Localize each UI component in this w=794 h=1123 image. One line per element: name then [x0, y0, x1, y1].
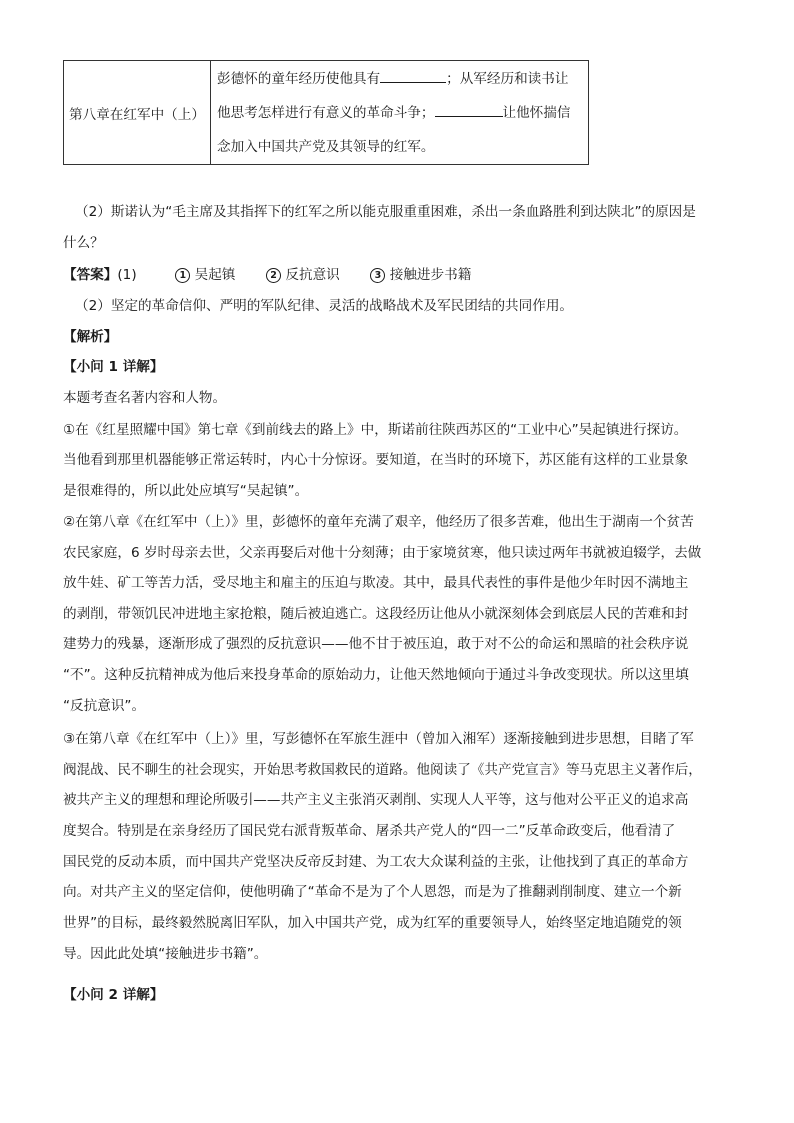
analysis-line: 阀混战、民不聊生的社会现实，开始思考救国救民的道路。他阅读了《共产党宣言》等马克思主义著作后， — [63, 762, 702, 778]
answer-item-1: 吴起镇 — [194, 267, 236, 283]
table-text: 彭德怀的童年经历使他具有 — [217, 70, 381, 87]
answer-line — [63, 266, 471, 284]
table-text: ；从军经历和读书让 — [446, 70, 569, 87]
analysis-intro: 本题考查名著内容和人物。 — [63, 390, 227, 406]
analysis-line: ①在《红星照耀中国》第七章《到前线去的路上》中，斯诺前往陕西苏区的“工业中心”吴起镇进行探访。 — [63, 422, 688, 438]
table-text: 念加入中国共产党及其领导的红军。 — [217, 138, 435, 155]
answer-item-3: 接触进步书籍 — [389, 267, 472, 283]
chapter-table — [63, 60, 589, 165]
analysis-line: ②在第八章《在红军中（上）》里，彭德怀的童年充满了艰辛，他经历了很多苦难，他出生于湖南一个贫苦 — [63, 514, 694, 530]
analysis-line: 国民党的反动本质，而中国共产党坚决反帝反封建、为工农大众谋利益的主张，让他找到了真正的革命方 — [63, 854, 689, 870]
answer-label: 【答案】 — [63, 267, 118, 283]
fill-blank-1 — [380, 68, 446, 83]
analysis-line: 导。因此此处填“接触进步书籍”。 — [63, 946, 268, 962]
table-line-2 — [217, 96, 582, 130]
sub-question-1-heading: 【小问 1 详解】 — [63, 359, 164, 375]
answer-part-2: （2）坚定的革命信仰、严明的军队纪律、灵活的战略战术及军民团结的共同作用。 — [75, 298, 574, 314]
circled-number-3: 3 — [370, 268, 385, 283]
chapter-title: 第八章在红军中（上） — [69, 106, 205, 123]
analysis-line: 建势力的残暴，逐渐形成了强烈的反抗意识——他不甘于被压迫，敢于对不公的命运和黑暗的社会秩序说 — [63, 636, 689, 652]
answer-part-1-number: (1) — [117, 267, 137, 283]
table-text: 他思考怎样进行有意义的革命斗争； — [217, 104, 435, 121]
circled-number-1: 1 — [175, 268, 190, 283]
analysis-line: 当他看到那里机器能够正常运转时，内心十分惊讶。要知道，在当时的环境下，苏区能有这样的工业景象 — [63, 452, 689, 468]
analysis-line: 农民家庭，6 岁时母亲去世，父亲再娶后对他十分刻薄；由于家境贫寒，他只读过两年书就被迫辍学，去做 — [63, 545, 702, 561]
analysis-line: 向。对共产主义的坚定信仰，使他明确了“革命不是为了个人恩怨，而是为了推翻剥削制度、建立一个新 — [63, 884, 682, 900]
chapter-title-cell — [64, 61, 211, 165]
analysis-line: 度契合。特别是在亲身经历了国民党右派背叛革命、屠杀共产党人的“四一二”反革命政变后，他看清了 — [63, 823, 676, 839]
answer-item-2: 反抗意识 — [285, 267, 340, 283]
analysis-line: “不”。这种反抗精神成为他后来投身革命的原始动力，让他天然地倾向于通过斗争改变现状。所以这里填 — [63, 667, 689, 683]
analysis-line: 被共产主义的理想和理论所吸引——共产主义主张消灭剥削、实现人人平等，这与他对公平正义的追求高 — [63, 792, 689, 808]
analysis-line: 放牛娃、矿工等苦力活，受尽地主和雇主的压迫与欺凌。其中，最具代表性的事件是他少年时因不满地主 — [63, 575, 689, 591]
circled-number-2: 2 — [266, 268, 281, 283]
table-line-3 — [217, 130, 582, 164]
sub-question-2-heading: 【小问 2 详解】 — [63, 987, 164, 1003]
analysis-line: ③在第八章《在红军中（上）》里，写彭德怀在军旅生涯中（曾加入湘军）逐渐接触到进步思想，目睹了军 — [63, 731, 694, 747]
table-text: 让他怀揣信 — [502, 104, 571, 121]
analysis-label: 【解析】 — [63, 329, 118, 345]
question-2-line-1: （2）斯诺认为“毛主席及其指挥下的红军之所以能克服重重困难，杀出一条血路胜利到达陕北”的原因是 — [75, 204, 696, 220]
analysis-line: 是很难得的，所以此处应填写“吴起镇”。 — [63, 483, 309, 499]
table-line-1 — [217, 62, 582, 96]
chapter-content-cell — [211, 61, 589, 165]
analysis-line: “反抗意识”。 — [63, 698, 146, 714]
question-2-line-2: 什么？ — [63, 235, 104, 251]
analysis-line: 世界”的目标，最终毅然脱离旧军队，加入中国共产党，成为红军的重要领导人，始终坚定地追随党的领 — [63, 915, 682, 931]
fill-blank-2 — [435, 102, 503, 117]
analysis-line: 的剥削，带领饥民冲进地主家抢粮，随后被迫逃亡。这段经历让他从小就深刻体会到底层人民的苦难和封 — [63, 606, 689, 622]
